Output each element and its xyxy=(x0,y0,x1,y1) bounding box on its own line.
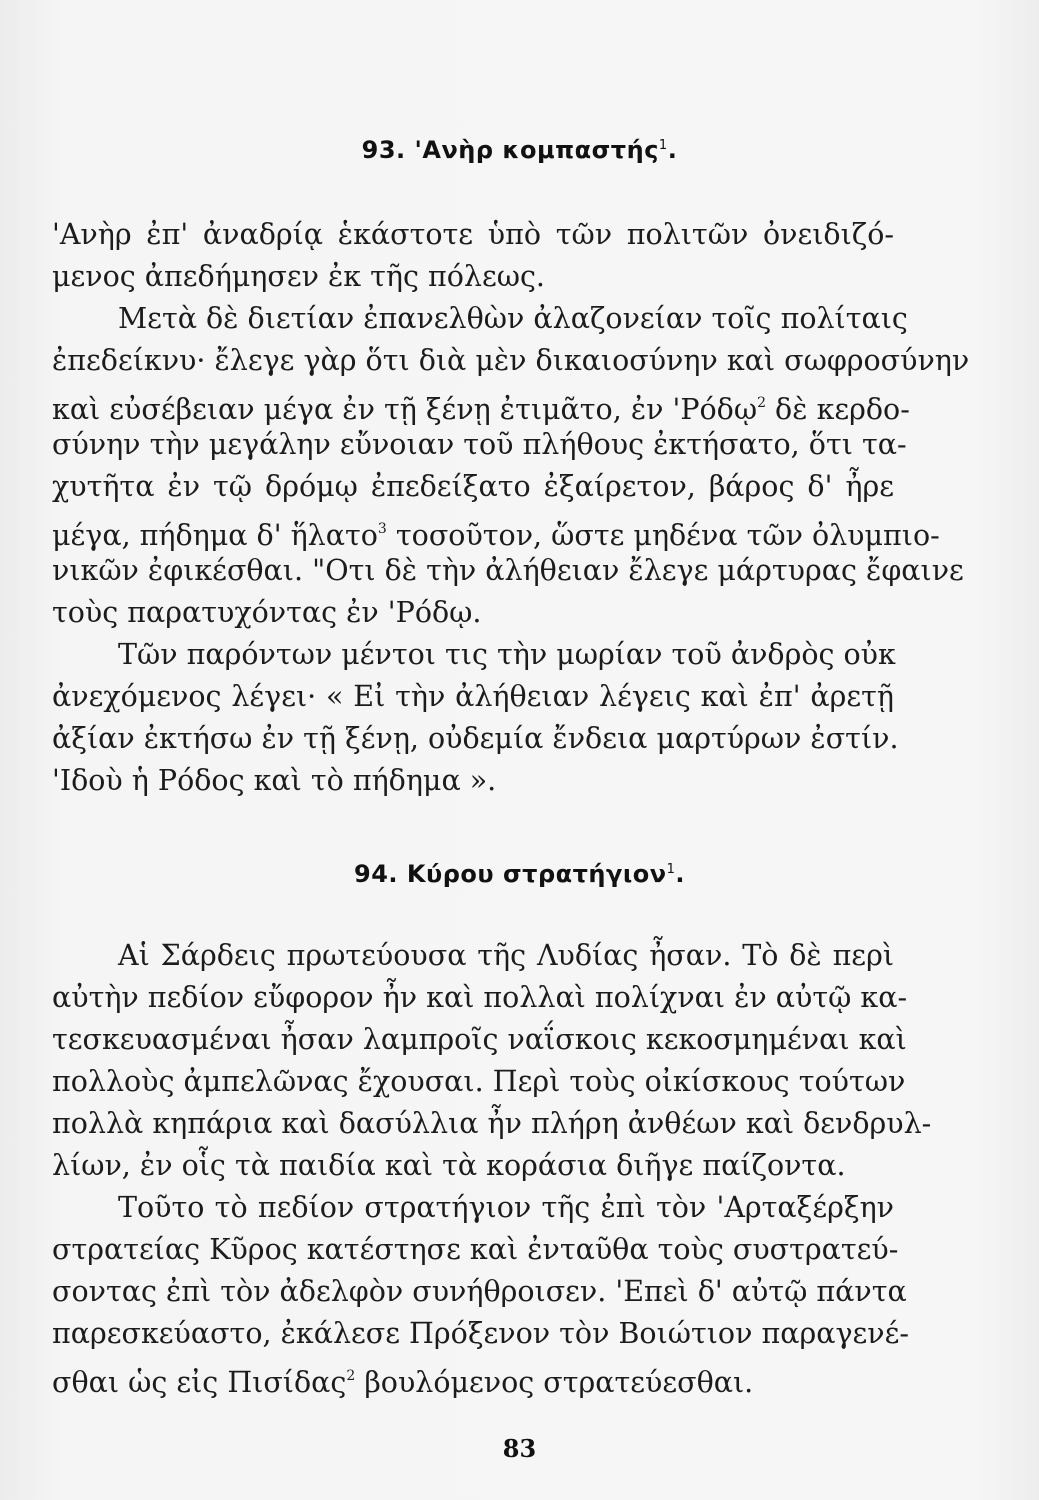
section-93-title: 'Ανὴρ κομπαστής xyxy=(414,136,659,164)
section-94-line-10: παρεσκεύαστο, ἐκάλεσε Πρόξενον τὸν Βοιώτιον παραγενέ- xyxy=(52,1317,909,1350)
section-93-line-11: Τῶν παρόντων μέντοι τις τὴν μωρίαν τοῦ ἀνδρὸς οὐκ xyxy=(118,638,896,671)
section-93-line-9: νικῶν ἐφικέσθαι. "Οτι δὲ τὴν ἀλήθειαν ἔλεγε μάρτυρας ἔφαινε xyxy=(52,554,964,587)
section-94-title: Κύρου στρατήγιον xyxy=(406,860,667,888)
section-93-line-8 xyxy=(52,512,940,553)
section-93-line-8-tail: τοσοῦτον, ὥστε μηδένα τῶν ὀλυμπιο- xyxy=(386,519,940,552)
section-93-line-6: σύνην τὴν μεγάλην εὔνοιαν τοῦ πλήθους ἐκτήσατο, ὅτι τα- xyxy=(52,428,907,461)
section-94-line-11 xyxy=(52,1359,894,1400)
section-93-line-2: μενος ἀπεδήμησεν ἐκ τῆς πόλεως. xyxy=(52,260,545,293)
section-94-heading xyxy=(0,860,1039,888)
section-93-line-8-text: μέγα, πήδημα δ' ἥλατο xyxy=(52,519,378,552)
section-94-line-11-text: σθαι ὡς εἰς Πισίδας xyxy=(52,1366,347,1399)
section-93-trailing: . xyxy=(667,136,678,164)
section-93-line-5 xyxy=(52,386,910,427)
section-94-line-6: λίων, ἐν οἷς τὰ παιδία καὶ τὰ κοράσια διῆγε παίζοντα. xyxy=(52,1149,846,1182)
section-93-footnote-mark: 1 xyxy=(658,138,668,153)
section-94-line-1: Αἱ Σάρδεις πρωτεύουσα τῆς Λυδίας ἦσαν. Τὸ δὲ περὶ xyxy=(118,939,894,972)
section-94-footnote-mark: 1 xyxy=(666,862,676,877)
section-94-line-8: στρατείας Κῦρος κατέστησε καὶ ἐνταῦθα τοὺς συστρατεύ- xyxy=(52,1233,899,1266)
section-93-line-12: ἀνεχόμενος λέγει· « Εἰ τὴν ἀλήθειαν λέγεις καὶ ἐπ' ἀρετῇ xyxy=(52,680,894,713)
section-94-line-5: πολλὰ κηπάρια καὶ δασύλλια ἦν πλήρη ἀνθέων καὶ δενδρυλ- xyxy=(52,1107,932,1140)
section-93-line-4: ἐπεδείκνυ· ἔλεγε γὰρ ὅτι διὰ μὲν δικαιοσύνην καὶ σωφροσύνην xyxy=(52,344,970,377)
section-94-number: 94. xyxy=(354,860,399,888)
section-93-heading xyxy=(0,136,1039,164)
section-94-footnote-2: 2 xyxy=(346,1368,356,1384)
section-93-footnote-3: 3 xyxy=(377,521,387,537)
section-94-line-11-tail: βουλόμενος στρατεύεσθαι. xyxy=(364,1366,754,1399)
section-94-trailing: . xyxy=(675,860,685,888)
section-94-line-2: αὐτὴν πεδίον εὔφορον ἦν καὶ πολλαὶ πολίχναι ἐν αὐτῷ κα- xyxy=(52,981,908,1014)
section-94-line-4: πολλοὺς ἀμπελῶνας ἔχουσαι. Περὶ τοὺς οἰκίσκους τούτων xyxy=(52,1065,906,1098)
section-93-line-5-text: καὶ εὐσέβειαν μέγα ἐν τῇ ξένῃ ἐτιμᾶτο, ἐν 'Ρόδῳ xyxy=(52,393,758,426)
section-94-line-3: τεσκευασμέναι ἦσαν λαμπροῖς ναΐσκοις κεκοσμημέναι καὶ xyxy=(52,1023,907,1056)
section-93-line-10: τοὺς παρατυχόντας ἐν 'Ρόδῳ. xyxy=(52,596,482,629)
section-93-line-5-tail: δὲ κερδο- xyxy=(766,393,910,426)
page-number: 83 xyxy=(502,1434,537,1463)
section-93-line-14: 'Ιδοὺ ἡ Ρόδος καὶ τὸ πήδημα ». xyxy=(52,764,497,797)
section-93-line-13: ἀξίαν ἐκτήσω ἐν τῇ ξένῃ, οὐδεμία ἔνδεια μαρτύρων ἐστίν. xyxy=(52,722,899,755)
section-94-line-7: Τοῦτο τὸ πεδίον στρατήγιον τῆς ἐπὶ τὸν 'Αρταξέρξην xyxy=(118,1191,894,1224)
section-93-line-3: Μετὰ δὲ διετίαν ἐπανελθὼν ἀλαζονείαν τοῖς πολίταις xyxy=(118,302,908,335)
section-93-line-7: χυτῆτα ἐν τῷ δρόμῳ ἐπεδείξατο ἐξαίρετον, βάρος δ' ἦρε xyxy=(52,470,894,503)
section-93-line-1: 'Ανὴρ ἐπ' ἀναδρίᾳ ἑκάστοτε ὑπὸ τῶν πολιτῶν ὀνειδιζό- xyxy=(52,218,894,251)
section-93-footnote-2: 2 xyxy=(757,395,766,411)
section-94-line-9: σοντας ἐπὶ τὸν ἀδελφὸν συνήθροισεν. 'Επεὶ δ' αὐτῷ πάντα xyxy=(52,1275,907,1308)
section-93-number: 93. xyxy=(361,136,406,164)
